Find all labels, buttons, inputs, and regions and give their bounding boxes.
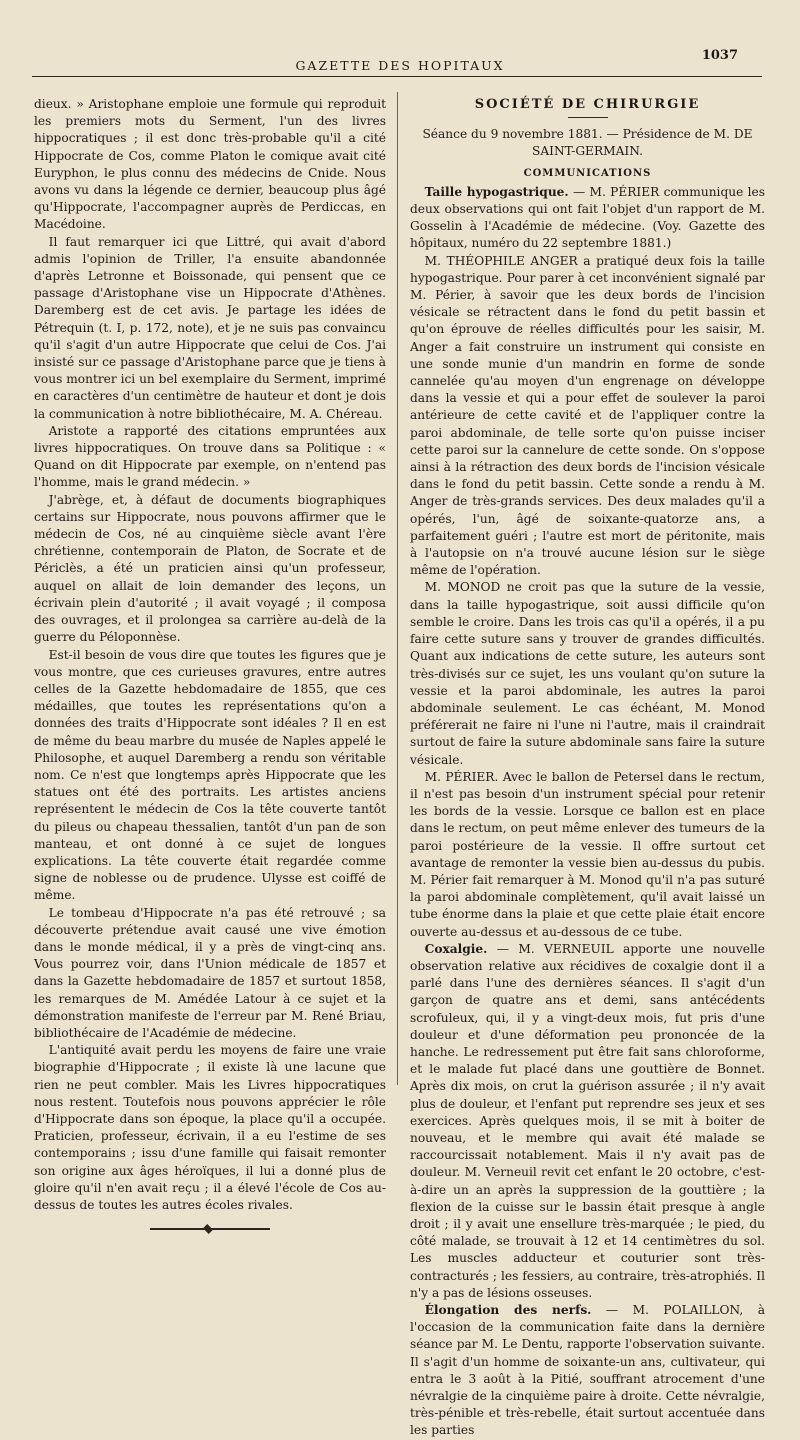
- entry-text: — M. VERNEUIL apporte une nouvelle observation relative aux récidives de coxalgie dont il a parlé dans l'une des dernières séances. Il s'agit d'un garçon de quatre ans et demi, sans antécédents scrofuleux, qui, il y a vingt-deux mois, fut pris d'une douleur et d'une déformation peu prononcée de la hanche. Le redressement put être fait sans chloroforme, et le malade fut placé dans une gouttière de Bonnet. Après dix mois, on crut la guérison assurée ; il n'y avait plus de douleur, et l'enfant put reprendre ses jeux et ses exercices. Après quelques mois, il se mit à boiter de nouveau, et le membre qui avait été malade se raccourcissait notablement. Mais il n'y avait pas de douleur. M. Verneuil revit cet enfant le 20 octobre, c'est-à-dire un an après la suppression de la gouttière ; la flexion de la cuisse sur le bassin était presque à angle droit ; il y avait une ensellure très-marquée ; le pied, du côté malade, se trouvait à 12 et 14 centimètres du sol. Les muscles adducteur et couturier sont très-contracturés ; les fessiers, au contraire, très-atrophiés. Il n'y a pas de lésions osseuses.: [410, 941, 765, 1300]
- paragraph: dieux. » Aristophane emploie une formule qui reproduit les premiers mots du Serment, l'un des livres hippocratiques ; il est donc très-probable qu'il a cité Hippocrate de Cos, comme Platon le comique avait cité Euryphon, le plus connu des médecins de Cnide. Nous avons vu dans la légende ce dernier, beaucoup plus âgé qu'Hippocrate, l'accompagner auprès de Perdiccas, en Macédoine.: [34, 97, 386, 232]
- paragraph: Aristote a rapporté des citations empruntées aux livres hippocratiques. On trouve dans sa Politique : « Quand on dit Hippocrate par exemple, on n'entend pas l'homme, mais le grand médecin. »: [34, 423, 386, 490]
- paragraph: J'abrège, et, à défaut de documents biographiques certains sur Hippocrate, nous pouvons affirmer que le médecin de Cos, né au cinquième siècle avant l'ère chrétienne, contemporain de Platon, de Socrate et de Périclès, a été un praticien ainsi qu'un professeur, auquel on allait de loin demander des leçons, un écrivain plein d'autorité ; il avait voyagé ; il composa des ouvrages, et il prolongea sa carrière au-delà de la guerre du Péloponnèse.: [34, 492, 386, 645]
- journal-title: GAZETTE DES HOPITAUX: [295, 58, 505, 73]
- entry-text: — M. PÉRIER communique les deux observations qui ont fait l'objet d'un rapport de M. Gosselin à l'Académie de médecine. (Voy. Gazette des hôpitaux, numéro du 22 septembre 1881.): [410, 184, 765, 251]
- paragraph: Le tombeau d'Hippocrate n'a pas été retrouvé ; sa découverte prétendue avait causé une vive émotion dans le monde médical, il y a près de vingt-cinq ans. Vous pourrez voir, dans l'Union médicale de 1857 et dans la Gazette hebdomadaire de 1857 et surtout 1858, les remarques de M. Amédée Latour à ce sujet et la démonstration manifeste de l'erreur par M. René Briau, bibliothécaire de l'Académie de médecine.: [34, 905, 386, 1040]
- entry-heading: Coxalgie.: [424, 941, 488, 956]
- entry-heading: Taille hypogastrique.: [424, 184, 569, 199]
- section-title: SOCIÉTÉ DE CHIRURGIE: [474, 97, 701, 112]
- title-rule: [568, 117, 608, 118]
- entry-text: — M. POLAILLON, à l'occasion de la communication faite dans la dernière séance par M. Le Dentu, rapporte l'observation suivante. Il s'agit d'un homme de soixante-un ans, cultivateur, qui entra le 3 août à la Pitié, souffrant atrocement d'une névralgie de la cinquième paire à droite. Cette névralgie, très-pénible et très-rebelle, était surtout accentuée dans les parties: [410, 1303, 766, 1438]
- header-rule: [32, 76, 762, 77]
- entry-coxalgie: [410, 941, 765, 1302]
- entry-taille: [410, 184, 765, 253]
- column-divider: [397, 92, 398, 1085]
- section-end-rule: [150, 1228, 270, 1230]
- paragraph: M. THÉOPHILE ANGER a pratiqué deux fois la taille hypogastrique. Pour parer à cet inconvénient signalé par M. Périer, à savoir que les deux bords de l'incision vésicale se rétractent dans le fond du petit bassin et qu'on éprouve de réelles difficultés pour les saisir, M. Anger a fait construire un instrument qui consiste en une sonde munie d'un mandrin en forme de sonde cannelée qu'au moyen d'un engrenage on développe dans la vessie et qui a pour effet de soulever la paroi antérieure de cette cavité et de l'appliquer contre la paroi abdominale, de telle sorte qu'on puisse inciser cette paroi sur la cannelure de cette sonde. On s'oppose ainsi à la rétraction des deux bords de l'incision vésicale dans le fond du petit bassin. Cette sonde a rendu à M. Anger de très-grands services. Des deux malades qu'il a opérés, l'un, âgé de soixante-quatorze ans, a parfaitement guéri ; l'autre est mort de péritonite, mais à l'autopsie on n'a trouvé aucune lésion sur le siège même de l'opération.: [410, 253, 765, 578]
- paragraph: Il faut remarquer ici que Littré, qui avait d'abord admis l'opinion de Triller, l'a ensuite abandonnée d'après Letronne et Boissonade, qui pensent que ce passage d'Aristophane vise un Hippocrate d'Athènes. Daremberg est de cet avis. Je partage les idées de Pétrequin (t. I, p. 172, note), et je ne suis pas convaincu qu'il s'agit d'un autre Hippocrate que celui de Cos. J'ai insisté sur ce passage d'Aristophane parce que je tiens à vous montrer ici un bel exemplaire du Serment, imprimé en caractères d'un centimètre de hauteur et dont je dois la communication à notre bibliothécaire, M. A. Chéreau.: [34, 234, 386, 421]
- entry-elongation: [410, 1302, 765, 1440]
- left-column: [34, 96, 386, 1212]
- right-column: [410, 96, 766, 1438]
- paragraph: M. PÉRIER. Avec le ballon de Petersel dans le rectum, il n'est pas besoin d'un instrument spécial pour retenir les bords de la vessie. Lorsque ce ballon est en place dans le rectum, on peut même enlever des tumeurs de la paroi postérieure de la vessie. Il offre surtout cet avantage de remonter la vessie bien au-dessus du pubis. M. Périer fait remarquer à M. Monod qu'il n'a pas suturé la paroi abdominale complètement, qu'il avait laissé un tube énorme dans la plaie et que cette plaie était encore ouverte au-dessus et au-dessous de ce tube.: [410, 769, 765, 939]
- paragraph: L'antiquité avait perdu les moyens de faire une vraie biographie d'Hippocrate ; il existe là une lacune que rien ne peut combler. Mais les Livres hippocratiques nous restent. Toutefois nous pouvons apprécier le rôle d'Hippocrate dans son époque, la place qu'il a occupée. Praticien, professeur, écrivain, il a eu l'estime de ses contemporains ; issu d'une famille qui faisait remonter son origine aux âges héroïques, il lui a donné plus de gloire qu'il n'en avait reçu ; il a élevé l'école de Cos au-dessus de toutes les autres écoles rivales.: [34, 1043, 386, 1212]
- communications-heading: COMMUNICATIONS: [523, 167, 652, 179]
- paragraph: M. MONOD ne croit pas que la suture de la vessie, dans la taille hypogastrique, soit aussi difficile qu'on semble le croire. Dans les trois cas qu'il a opérés, il a pu faire cette suture sans y trouver de grandes difficultés. Quant aux indications de cette suture, les auteurs sont très-divisés sur ce sujet, les uns voulant qu'on suture la vessie et la paroi abdominale, les autres la paroi abdominale seulement. Le cas échéant, M. Monod préférerait ne faire ni l'une ni l'autre, mais il craindrait surtout de faire la suture abdominale sans faire la suture vésicale.: [410, 580, 765, 767]
- entry-heading: Élongation des nerfs.: [424, 1303, 592, 1318]
- paragraph: Est-il besoin de vous dire que toutes les figures que je vous montre, que ces curieuses gravures, entre autres celles de la Gazette hebdomadaire de 1855, que ces médailles, que toutes les représentations qu'on a données des traits d'Hippocrate sont idéales ? Il en est de même du beau marbre du musée de Naples appelé le Philosophe, et auquel Daremberg a rendu son véritable nom. Ce n'est que longtemps après Hippocrate que les statues ont été des portraits. Les artistes anciens représentent le médecin de Cos la tête couverte tantôt du pileus ou chapeau thessalien, tantôt d'un pan de son manteau, et ont donné à ce sujet de longues explications. La tête couverte était regardée comme signe de noblesse ou de prudence. Ulysse est coiffé de même.: [34, 647, 386, 903]
- session-line: Séance du 9 novembre 1881. — Présidence de M. DE SAINT-GERMAIN.: [422, 127, 753, 159]
- page-header: [0, 46, 800, 76]
- page-number: 1037: [701, 48, 738, 63]
